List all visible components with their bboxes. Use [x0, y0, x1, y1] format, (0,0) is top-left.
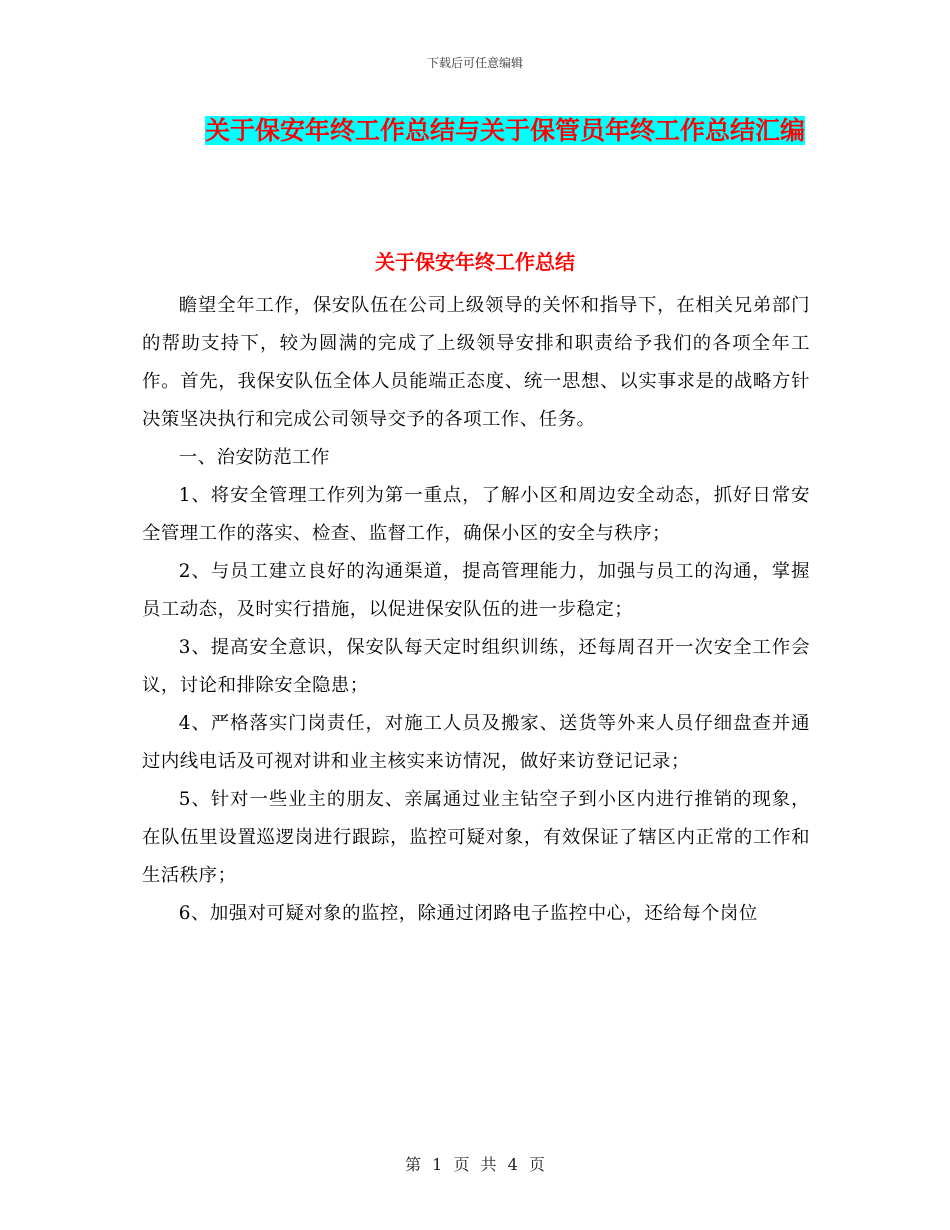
paragraph: 2、与员工建立良好的沟通渠道，提高管理能力，加强与员工的沟通，掌握员工动态，及时实行措施，以促进保安队伍的进一步稳定； [142, 561, 810, 620]
body-text [142, 287, 810, 933]
header-note: 下载后可任意编辑 [426, 56, 523, 70]
paragraph: 瞻望全年工作，保安队伍在公司上级领导的关怀和指导下，在相关兄弟部门的帮助支持下，较为圆满的完成了上级领导安排和职责给予我们的各项全年工作。首先，我保安队伍全体人员能端正态度、统一思想、以实事求是的战略方针决策坚决执行和完成公司领导交予的各项工作、任务。 [142, 295, 810, 430]
paragraph: 6、加强对可疑对象的监控，除通过闭路电子监控中心，还给每个岗位 [178, 903, 758, 924]
paragraph: 一、治安防范工作 [178, 447, 330, 468]
paragraph: 3、提高安全意识，保安队每天定时组织训练，还每周召开一次安全工作会议，讨论和排除安全隐患； [142, 637, 810, 696]
paragraph: 1、将安全管理工作列为第一重点，了解小区和周边安全动态，抓好日常安全管理工作的落实、检查、监督工作，确保小区的安全与秩序； [142, 485, 810, 544]
document-title-text: 关于保安年终工作总结与关于保管员年终工作总结汇编 [204, 116, 805, 145]
paragraph: 5、针对一些业主的朋友、亲属通过业主钻空子到小区内进行推销的现象，在队伍里设置巡逻岗进行跟踪，监控可疑对象，有效保证了辖区内正常的工作和生活秩序； [142, 789, 810, 886]
section-title: 关于保安年终工作总结 [375, 250, 575, 274]
paragraph: 4、严格落实门岗责任，对施工人员及搬家、送货等外来人员仔细盘查并通过内线电话及可视对讲和业主核实来访情况，做好来访登记记录； [142, 713, 810, 772]
document-title [190, 108, 820, 154]
page-number: 第 1 页 共 4 页 [405, 1155, 545, 1174]
